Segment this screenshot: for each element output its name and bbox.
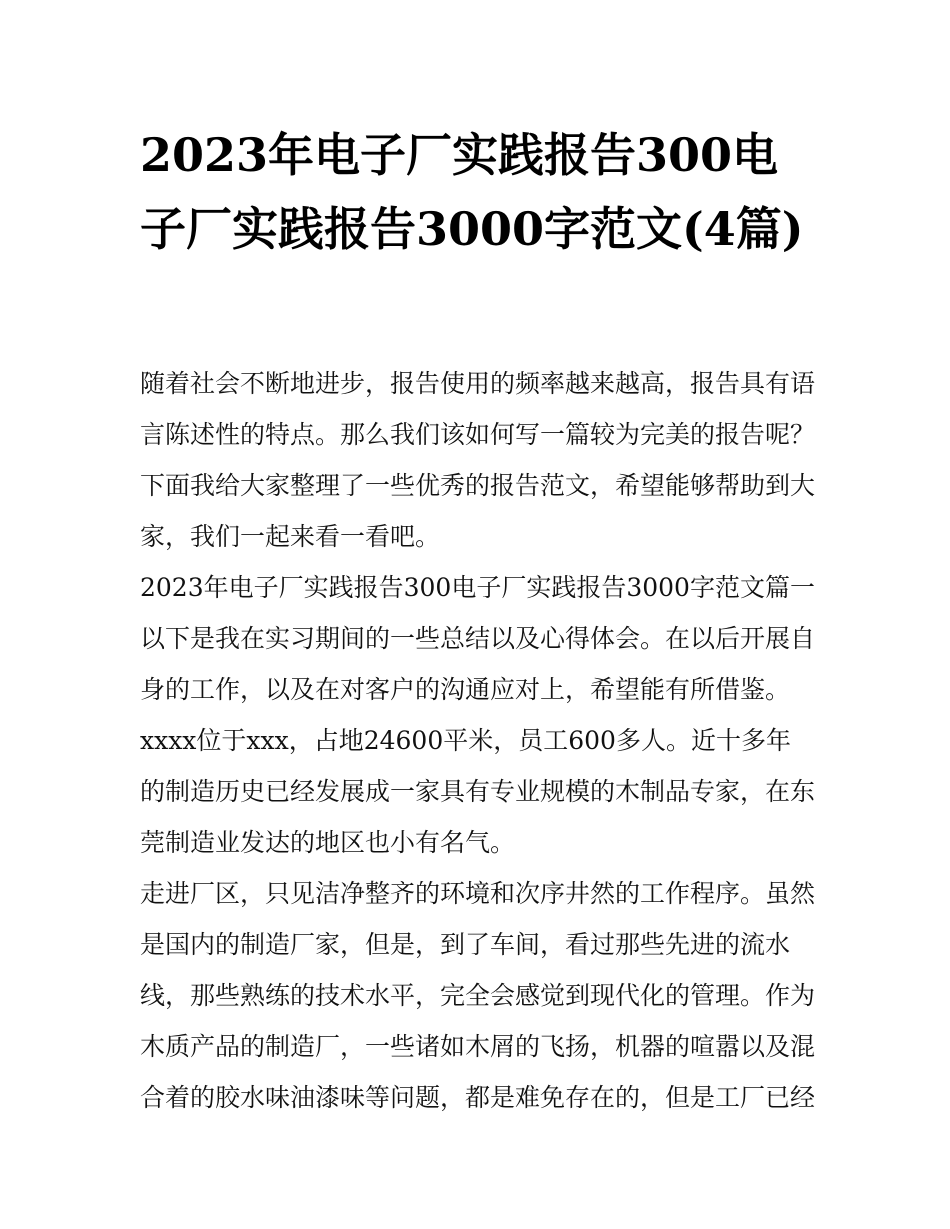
section-heading: 2023年电子厂实践报告300电子厂实践报告3000字范文篇一 [140, 573, 815, 602]
paragraph-summary: 以下是我在实习期间的一些总结以及心得体会。在以后开展自身的工作，以及在对客户的沟通应对上，希望能有所借鉴。 [140, 624, 816, 704]
document-body [140, 358, 815, 1123]
intro-paragraph: 随着社会不断地进步，报告使用的频率越来越高，报告具有语言陈述性的特点。那么我们该如何写一篇较为完美的报告呢？下面我给大家整理了一些优秀的报告范文，希望能够帮助到大家，我们一起来看一看吧。 [140, 369, 816, 551]
document-title: 2023年电子厂实践报告300电子厂实践报告3000字范文(4篇) [140, 128, 804, 256]
paragraph-factory: 走进厂区，只见洁净整齐的环境和次序井然的工作程序。虽然是国内的制造厂家，但是，到了车间，看过那些先进的流水线，那些熟练的技术水平，完全会感觉到现代化的管理。作为木质产品的制造厂，一些诸如木屑的飞扬，机器的喧嚣以及混合着的胶水味油漆味等问题，都是难免存在的，但是工厂已经 [140, 879, 816, 1112]
paragraph-company: xxxx位于xxx，占地24600平米，员工600多人。近十多年的制造历史已经发展成一家具有专业规模的木制品专家，在东莞制造业发达的地区也小有名气。 [140, 726, 816, 857]
